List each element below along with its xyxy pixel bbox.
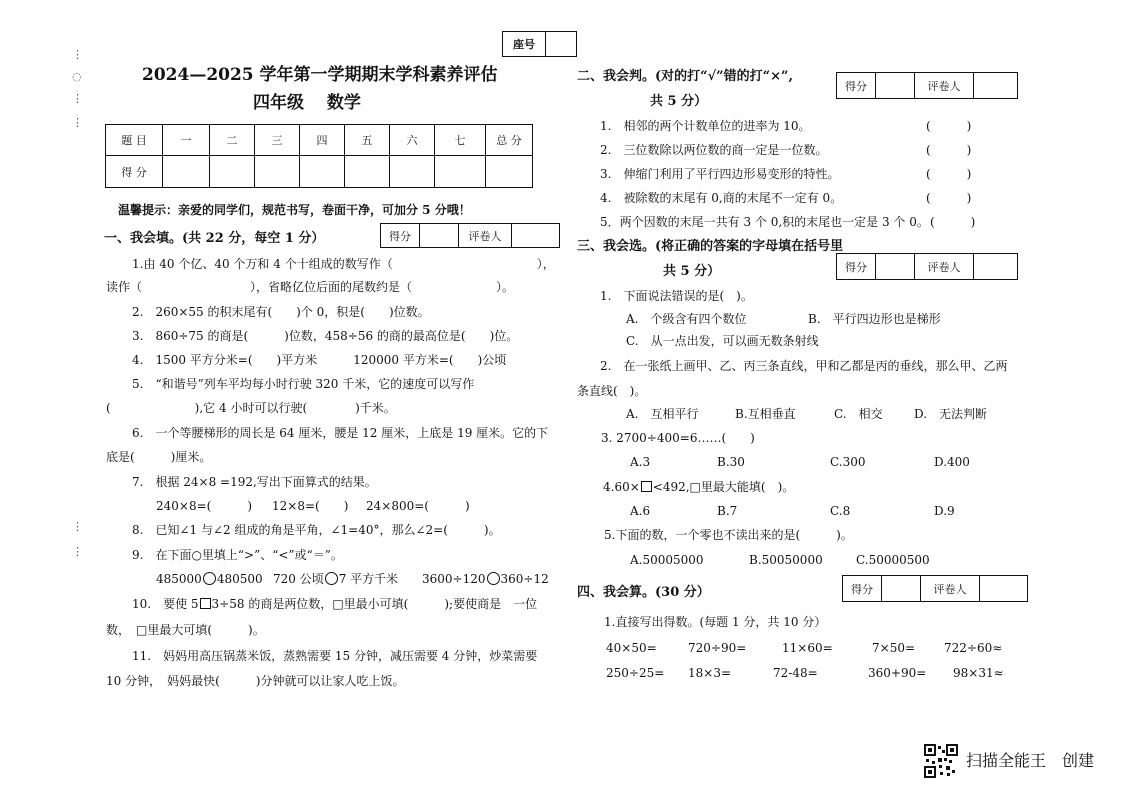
margin-dot: ⋮ — [72, 520, 83, 533]
score-cell[interactable] — [300, 156, 345, 188]
page-subtitle: 四年级 数学 — [253, 93, 361, 113]
seat-value[interactable] — [546, 32, 577, 57]
score-table-header: 一 — [163, 125, 210, 156]
margin-dot: ⋮ — [72, 48, 83, 61]
blank-square-icon — [200, 598, 211, 609]
grader-score-label: 得分 — [837, 73, 876, 99]
grader-reviewer-label: 评卷人 — [915, 73, 974, 99]
calc-item: 360+90= — [868, 666, 927, 680]
choice-option: A. 个级含有四个数位 — [626, 312, 747, 326]
score-table-header: 五 — [345, 125, 390, 156]
judge-answer[interactable]: ( ) — [926, 143, 972, 157]
question-1-3: 3. 860÷75 的商是( )位数，458÷56 的商的最高位是( )位。 — [132, 329, 519, 343]
score-cell[interactable] — [390, 156, 435, 188]
question-1-4: 4. 1500 平方分米=( )平方米 120000 平方米=( )公顷 — [132, 353, 507, 367]
section2-title: 二、我会判。(对的打“√”错的打“×”, — [577, 69, 794, 84]
compare-right: 7 平方千米 — [338, 572, 399, 586]
compare-right: 480500 — [216, 572, 263, 586]
choice-option: A.3 — [630, 455, 651, 469]
compare-left: 485000 — [156, 572, 202, 586]
grader-box-4 — [842, 575, 1028, 602]
score-table-header: 总 分 — [486, 125, 533, 156]
question-1-9-a — [156, 571, 263, 587]
score-cell[interactable] — [210, 156, 255, 188]
score-cell[interactable] — [163, 156, 210, 188]
judge-item: 1. 相邻的两个计数单位的进率为 10。 — [600, 119, 811, 133]
calc-item: 11×60= — [782, 641, 833, 655]
choice-option: C.300 — [830, 455, 866, 469]
grader-reviewer-value[interactable] — [974, 73, 1018, 99]
judge-item: 4. 被除数的末尾有 0,商的末尾不一定有 0。 — [600, 191, 843, 205]
compare-circle[interactable] — [487, 572, 500, 585]
tip-text: 温馨提示：亲爱的同学们，规范书写，卷面干净，可加分 5 分哦！ — [118, 203, 471, 217]
calc-subtitle: 1.直接写出得数。(每题 1 分，共 10 分） — [604, 615, 827, 629]
grader-reviewer-value[interactable] — [980, 576, 1028, 602]
question-1-7-item: 12×8=( ) — [272, 499, 349, 513]
grader-score-label: 得分 — [381, 224, 420, 248]
calc-item: 720÷90= — [688, 641, 747, 655]
choice-option: B.7 — [717, 504, 738, 518]
question-1-9-b — [273, 571, 398, 587]
score-cell[interactable] — [345, 156, 390, 188]
choice-question-5: 5.下面的数，一个零也不读出来的是( )。 — [604, 528, 853, 542]
score-table-header: 三 — [255, 125, 300, 156]
grader-reviewer-label: 评卷人 — [915, 254, 974, 280]
compare-left: 720 公顷 — [273, 572, 324, 586]
grader-score-value[interactable] — [876, 73, 915, 99]
qr-code-icon — [924, 744, 958, 778]
calc-item: 7×50= — [872, 641, 916, 655]
compare-right: 360÷12 — [500, 572, 549, 586]
choice-option: C. 相交 — [834, 407, 883, 421]
section2-title-cont: 共 5 分） — [650, 94, 708, 109]
compare-circle[interactable] — [203, 572, 216, 585]
question-1-11b: 10 分钟， 妈妈最快( )分钟就可以让家人吃上饭。 — [106, 674, 405, 688]
grader-score-value[interactable] — [882, 576, 921, 602]
calc-item: 98×31≈ — [953, 666, 1004, 680]
page-title: 2024—2025 学年第一学期期末学科素养评估 — [142, 65, 498, 85]
judge-answer[interactable]: ( ) — [926, 191, 972, 205]
choice-option: A. 互相平行 — [626, 407, 699, 421]
question-1-2: 2. 260×55 的积末尾有( )个 0，积是( )位数。 — [132, 305, 430, 319]
choice-option: B.互相垂直 — [735, 407, 796, 421]
score-table-header: 四 — [300, 125, 345, 156]
question-1-7-item: 240×8=( ) — [156, 499, 253, 513]
judge-item: 5．两个因数的末尾一共有 3 个 0,积的末尾也一定是 3 个 0。 — [600, 215, 929, 229]
score-table-header: 六 — [390, 125, 435, 156]
choice-option: A.6 — [630, 504, 651, 518]
choice-option: D.400 — [934, 455, 970, 469]
score-table — [105, 124, 533, 188]
question-1-9: 9. 在下面○里填上“>”、“<”或“＝”。 — [132, 548, 343, 562]
grader-box-3 — [836, 253, 1018, 280]
judge-item: 2. 三位数除以两位数的商一定是一位数。 — [600, 143, 828, 157]
seat-label: 座号 — [503, 32, 546, 57]
question-text: 3÷58 的商是两位数，□里最小可填( );要使商是 一位 — [211, 597, 538, 611]
choice-option: B.30 — [717, 455, 745, 469]
choice-option: C. 从一点出发，可以画无数条射线 — [626, 334, 819, 348]
score-cell[interactable] — [435, 156, 486, 188]
question-1-9-c — [422, 571, 549, 587]
grader-reviewer-value[interactable] — [974, 254, 1018, 280]
question-text: 10. 要使 5 — [132, 597, 199, 611]
choice-option: B.50050000 — [749, 553, 823, 567]
score-cell[interactable] — [255, 156, 300, 188]
grader-score-label: 得分 — [837, 254, 876, 280]
judge-answer[interactable]: ( ) — [926, 119, 972, 133]
margin-dot: ⋮ — [72, 545, 83, 558]
choice-option: C.8 — [830, 504, 851, 518]
choice-option: A.50005000 — [630, 553, 704, 567]
choice-question-2a: 2. 在一张纸上画甲、乙、丙三条直线，甲和乙都是丙的垂线，那么甲、乙两 — [600, 359, 1008, 373]
question-text: 4.60× — [603, 480, 640, 494]
score-table-header: 七 — [435, 125, 486, 156]
grader-reviewer-label: 评卷人 — [921, 576, 980, 602]
choice-option: D.9 — [934, 504, 955, 518]
choice-question-4 — [603, 479, 794, 495]
question-text: <492,□里最大能填( )。 — [652, 480, 795, 494]
question-1-6b: 底是( )厘米。 — [106, 450, 212, 464]
grader-reviewer-value[interactable] — [512, 224, 560, 248]
score-table-label: 得 分 — [106, 156, 163, 188]
grader-score-value[interactable] — [420, 224, 459, 248]
grader-score-value[interactable] — [876, 254, 915, 280]
calc-item: 722÷60≈ — [944, 641, 1003, 655]
question-1-5b: ( ),它 4 小时可以行驶( )千米。 — [106, 401, 396, 415]
question-1-6a: 6. 一个等腰梯形的周长是 64 厘米，腰是 12 厘米，上底是 19 厘米。它的下 — [132, 426, 549, 440]
grader-score-label: 得分 — [843, 576, 882, 602]
question-1-10b: 数， □里最大可填( )。 — [106, 623, 265, 637]
question-1-5a: 5. “和谐号”列车平均每小时行驶 320 千米，它的速度可以写作 — [132, 377, 475, 391]
calc-item: 250÷25= — [606, 666, 665, 680]
judge-answer[interactable]: ( ) — [926, 167, 972, 181]
choice-question-3: 3. 2700÷400=6……( ) — [601, 431, 755, 445]
question-1-11a: 11. 妈妈用高压锅蒸米饭，蒸熟需要 15 分钟，减压需要 4 分钟，炒菜需要 — [132, 649, 538, 663]
question-1-7-item: 24×800=( ) — [366, 499, 470, 513]
choice-option: B. 平行四边形也是梯形 — [808, 312, 941, 326]
calc-item: 72-48= — [773, 666, 818, 680]
question-1-7: 7. 根据 24×8 =192,写出下面算式的结果。 — [132, 475, 377, 489]
grader-box-1 — [380, 223, 560, 248]
grader-box-2 — [836, 72, 1018, 99]
scanner-watermark: 扫描全能王 创建 — [966, 751, 1095, 770]
question-1-1b: 读作（ ），省略亿位后面的尾数约是（ ）。 — [106, 280, 515, 294]
question-1-1a: 1.由 40 个亿、40 个万和 4 个十组成的数写作（ ）， — [132, 257, 555, 271]
calc-item: 40×50= — [606, 641, 657, 655]
calc-item: 18×3= — [688, 666, 732, 680]
compare-left: 3600÷120 — [422, 572, 486, 586]
margin-dot: ⋮ — [72, 116, 83, 129]
section3-title: 三、我会选。(将正确的答案的字母填在括号里 — [577, 239, 844, 254]
score-table-header: 二 — [210, 125, 255, 156]
grader-reviewer-label: 评卷人 — [459, 224, 512, 248]
blank-square-icon — [641, 481, 652, 492]
compare-circle[interactable] — [325, 572, 338, 585]
judge-item: 3. 伸缩门利用了平行四边形易变形的特性。 — [600, 167, 840, 181]
score-table-header: 题 目 — [106, 125, 163, 156]
margin-dot: ⋮ — [72, 92, 83, 105]
judge-answer[interactable]: ( ) — [930, 215, 976, 229]
choice-question-1: 1. 下面说法错误的是( )。 — [600, 289, 753, 303]
seat-box — [502, 31, 577, 57]
question-1-10a — [132, 596, 537, 612]
section1-title: 一、我会填。(共 22 分，每空 1 分） — [104, 231, 325, 246]
choice-option: C.50000500 — [856, 553, 930, 567]
score-cell[interactable] — [486, 156, 533, 188]
margin-dot: ◌ — [72, 70, 82, 83]
section3-title-cont: 共 5 分） — [663, 264, 721, 279]
section4-title: 四、我会算。(30 分） — [577, 585, 710, 600]
choice-question-2b: 条直线( )。 — [577, 384, 647, 398]
choice-option: D. 无法判断 — [914, 407, 988, 421]
question-1-8: 8. 已知∠1 与∠2 组成的角是平角，∠1=40°，那么∠2=( )。 — [132, 523, 501, 537]
